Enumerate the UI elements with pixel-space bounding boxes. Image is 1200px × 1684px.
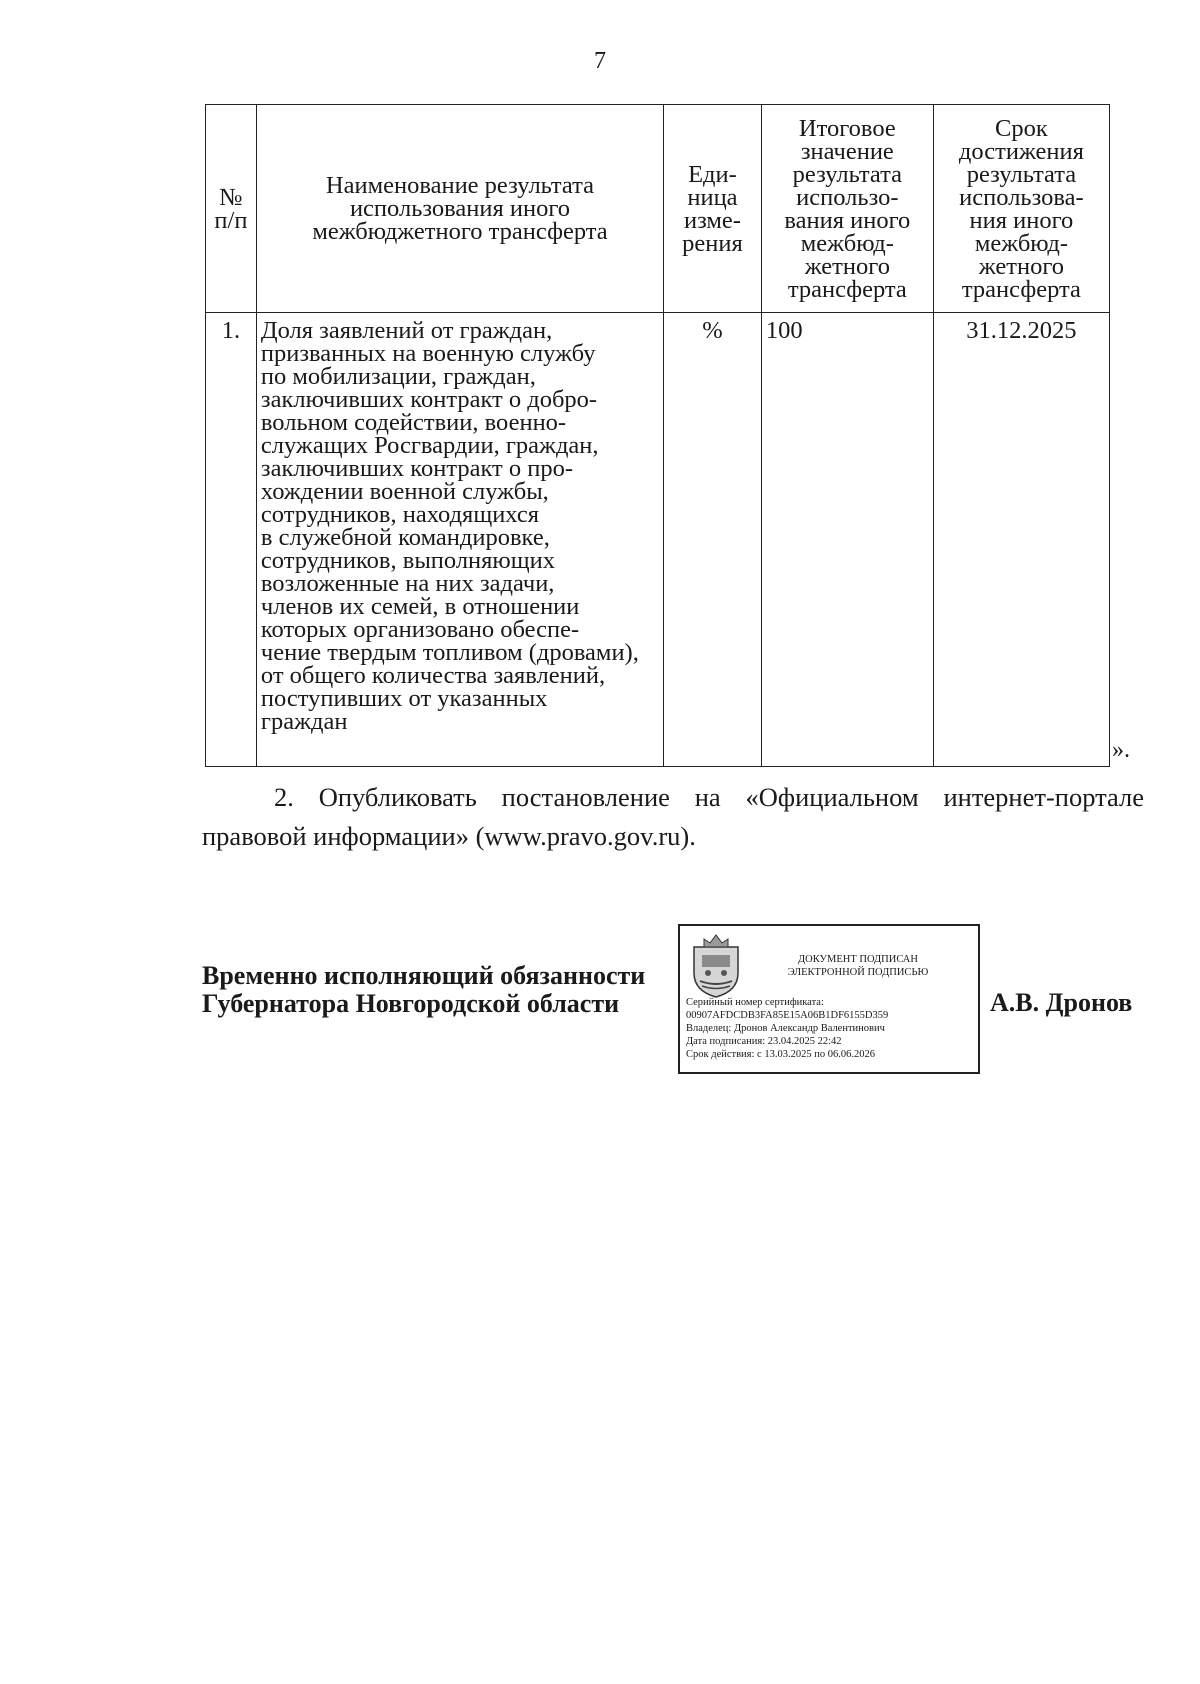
text-line: членов их семей, в отношении [260,593,580,620]
text-line: значение [800,137,894,165]
text-line: служащих Росгвардии, граждан, [260,432,599,459]
header-deadline [933,105,1109,313]
text-line: жетного [978,252,1065,280]
text-line: чение твердым топливом (дровами), [260,639,639,666]
text-line: Временно исполняющий обязанности [202,961,646,990]
table-row [206,313,1110,767]
table-header-row [206,105,1110,313]
novgorod-coat-of-arms-icon [690,933,742,999]
text-line: Губернатора Новгородской области [202,989,620,1018]
text-line: возложенные на них задачи, [260,570,555,597]
text-line: Наименование результата [325,172,595,199]
results-table [205,104,1110,767]
text-line: межбюд- [974,229,1068,257]
text-line: использования иного [349,195,571,222]
text-line: результата [966,160,1077,188]
text-line: хождении военной службы, [260,478,549,505]
publication-paragraph [202,778,1144,856]
row-unit: % [664,313,762,767]
text-line: Владелец: Дронов Александр Валентинович [686,1023,885,1034]
text-line: сотрудников, выполняющих [260,547,555,574]
text-line: Еди- [688,160,737,188]
page-number: 7 [594,48,606,74]
text-line: трансферта [787,275,907,303]
text-line: достижения [958,137,1084,165]
text-line: межбюджетного трансферта [312,218,608,245]
text-line: результата [792,160,902,188]
publication-text: 2. Опубликовать постановление на «Официальном интернет-портале правовой информации» (www.pravo.gov.ru). [202,782,1144,851]
text-line: п/п [214,206,248,234]
header-num [206,105,257,313]
e-sign-title [748,953,968,979]
text-line: вольном содействии, военно- [260,409,567,436]
text-line: вания иного [784,206,911,234]
text-line: жетного [804,252,890,280]
text-line: трансферта [961,275,1081,303]
text-line: Итоговое [798,114,896,142]
text-line: рения [682,229,743,257]
row-result-name [256,313,663,767]
text-line: от общего количества заявлений, [260,662,606,689]
text-line: призванных на военную службу [260,340,596,367]
signatory-title [202,962,645,1018]
text-line: ЭЛЕКТРОННОЙ ПОДПИСЬЮ [787,967,929,978]
text-line: Серийный номер сертификата: [686,997,824,1008]
header-name [256,105,663,313]
text-line: ница [687,183,738,211]
text-line: в служебной командировке, [260,524,550,551]
text-line: использова- [959,183,1084,211]
text-line: межбюд- [800,229,894,257]
text-line: использо- [796,183,899,211]
row-number: 1. [206,313,257,767]
text-line: Дата подписания: 23.04.2025 22:42 [686,1036,842,1047]
header-unit [664,105,762,313]
signer-name: А.В. Дронов [990,988,1133,1017]
text-line: Срок [995,114,1048,142]
text-line: заключивших контракт о добро- [260,386,598,413]
text-line: по мобилизации, граждан, [260,363,536,390]
row-deadline: 31.12.2025 [933,313,1109,767]
header-value [761,105,933,313]
text-line: ДОКУМЕНТ ПОДПИСАН [798,954,918,965]
electronic-signature-stamp [678,924,980,1074]
text-line: Срок действия: с 13.03.2025 по 06.06.2026 [686,1049,875,1060]
row-value: 100 [761,313,933,767]
e-sign-details [686,996,972,1061]
text-line: 00907AFDCDB3FA85E15A06B1DF6155D359 [686,1010,889,1021]
text-line: поступивших от указанных [260,685,548,712]
text-line: которых организовано обеспе- [260,616,580,643]
text-line: граждан [260,708,348,735]
text-line: Доля заявлений от граждан, [260,317,553,344]
text-line: заключивших контракт о про- [260,455,574,482]
text-line: № [219,183,243,211]
text-line: изме- [683,206,741,234]
closing-quote: ». [1112,737,1130,763]
text-line: ния иного [969,206,1074,234]
text-line: сотрудников, находящихся [260,501,539,528]
